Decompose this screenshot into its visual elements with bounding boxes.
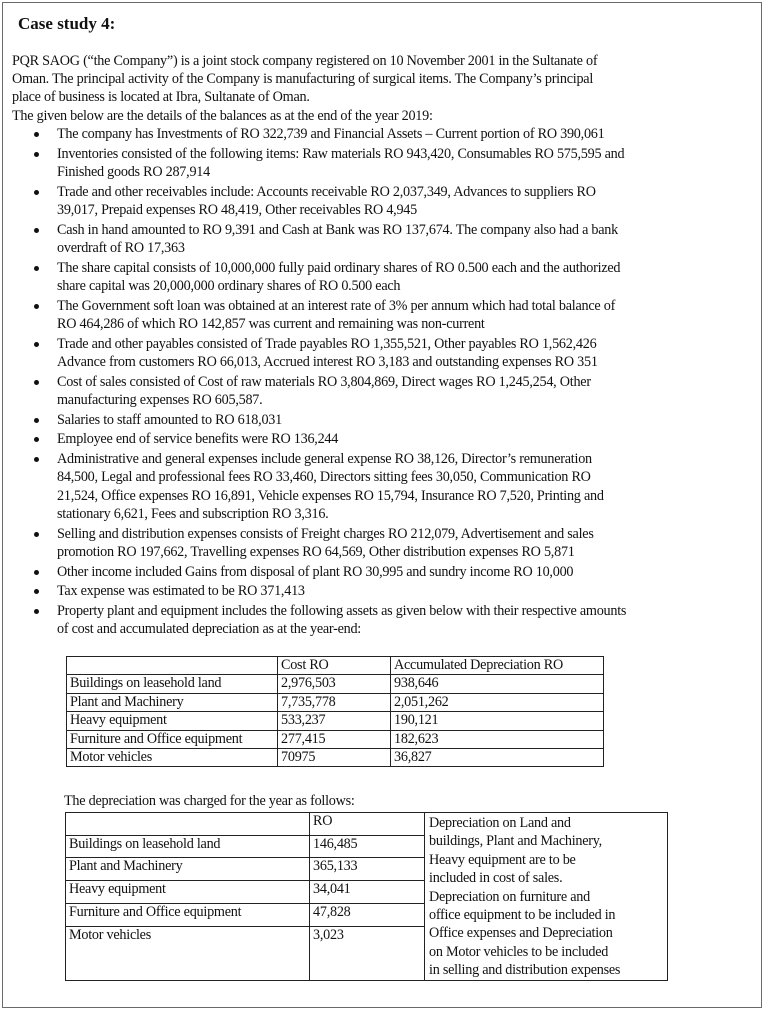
asset-name-cell: Buildings on leasehold land bbox=[66, 835, 310, 858]
list-item-text: The company has Investments of RO 322,739 and Financial Assets – Current portion of RO 390,061 bbox=[57, 125, 605, 142]
asset-name-cell: Heavy equipment bbox=[66, 881, 310, 904]
intro-line: PQR SAOG (“the Company”) is a joint stock company registered on 10 November 2001 in the Sultanate of bbox=[12, 53, 598, 69]
list-item-ppe bbox=[12, 602, 752, 638]
note-line: Depreciation on Land and bbox=[429, 815, 571, 831]
list-item-text: Advance from customers RO 66,013, Accrued interest RO 3,183 and outstanding expenses RO 351 bbox=[57, 353, 598, 370]
bullet-icon bbox=[34, 609, 39, 614]
list-item-cash bbox=[12, 221, 752, 257]
bullet-icon bbox=[34, 532, 39, 537]
list-item-text: The share capital consists of 10,000,000 fully paid ordinary shares of RO 0.500 each and the authorized bbox=[57, 259, 621, 276]
list-item-text: 84,500, Legal and professional fees RO 33,460, Directors sitting fees 30,050, Communication RO bbox=[57, 469, 591, 486]
depreciation-amount-cell: 3,023 bbox=[310, 926, 425, 980]
balances-list bbox=[12, 125, 752, 639]
table-header-cell: Cost RO bbox=[278, 657, 391, 675]
list-item-text: Tax expense was estimated to be RO 371,413 bbox=[57, 583, 305, 600]
bullet-icon bbox=[34, 437, 39, 442]
list-item-text: Other income included Gains from disposal of plant RO 30,995 and sundry income RO 10,000 bbox=[57, 563, 574, 580]
list-item-text: 39,017, Prepaid expenses RO 48,419, Other receivables RO 4,945 bbox=[57, 201, 417, 218]
balances-lead: The given below are the details of the balances as at the end of the year 2019: bbox=[12, 107, 433, 124]
bullet-icon bbox=[34, 380, 39, 385]
asset-name-cell: Plant and Machinery bbox=[67, 693, 278, 711]
bullet-icon bbox=[34, 132, 39, 137]
bullet-icon bbox=[34, 418, 39, 423]
list-item-text: Employee end of service benefits were RO 136,244 bbox=[57, 431, 339, 448]
bullet-icon bbox=[34, 589, 39, 594]
table-row bbox=[67, 749, 604, 767]
list-item-text: Trade and other receivables include: Accounts receivable RO 2,037,349, Advances to suppliers RO bbox=[57, 183, 596, 200]
table-header-cell: RO bbox=[310, 813, 425, 836]
table-header-cell: Accumulated Depreciation RO bbox=[391, 657, 604, 675]
list-item-text: manufacturing expenses RO 605,587. bbox=[57, 391, 263, 408]
table-header-row bbox=[67, 657, 604, 675]
list-item-text: Finished goods RO 287,914 bbox=[57, 163, 210, 180]
table-row bbox=[67, 693, 604, 711]
cost-cell: 277,415 bbox=[278, 730, 391, 748]
list-item-text: overdraft of RO 17,363 bbox=[57, 239, 185, 256]
asset-name-cell: Buildings on leasehold land bbox=[67, 675, 278, 693]
asset-name-cell: Motor vehicles bbox=[66, 926, 310, 980]
table-row bbox=[67, 675, 604, 693]
intro-line: place of business is located at Ibra, Sultanate of Oman. bbox=[12, 89, 310, 106]
list-item-text: Salaries to staff amounted to RO 618,031 bbox=[57, 411, 282, 428]
list-item-text: Administrative and general expenses include general expense RO 38,126, Director’s remuneration bbox=[57, 451, 592, 468]
bullet-icon bbox=[34, 304, 39, 309]
table-row bbox=[67, 730, 604, 748]
list-item-text: 21,524, Office expenses RO 16,891, Vehicle expenses RO 15,794, Insurance RO 7,520, Printing and bbox=[57, 487, 604, 504]
bullet-icon bbox=[34, 266, 39, 271]
depreciation-caption: The depreciation was charged for the year as follows: bbox=[64, 793, 355, 809]
note-line: on Motor vehicles to be included bbox=[429, 943, 609, 960]
cost-cell: 7,735,778 bbox=[278, 693, 391, 711]
list-item-payables bbox=[12, 335, 752, 371]
list-item-text: Cash in hand amounted to RO 9,391 and Cash at Bank was RO 137,674. The company also had a bank bbox=[57, 221, 618, 238]
table-header-row bbox=[66, 813, 668, 836]
list-item-share-capital bbox=[12, 259, 752, 295]
list-item-selling-expenses bbox=[12, 525, 752, 561]
accumulated-depreciation-cell: 182,623 bbox=[391, 730, 604, 748]
table-header-cell bbox=[66, 813, 310, 836]
depreciation-amount-cell: 47,828 bbox=[310, 903, 425, 926]
case-study-title: Case study 4: bbox=[18, 14, 116, 33]
list-item-admin-expenses bbox=[12, 450, 752, 523]
asset-name-cell: Plant and Machinery bbox=[66, 858, 310, 881]
list-item-soft-loan bbox=[12, 297, 752, 333]
list-item-text: stationary 6,621, Fees and subscription RO 3,316. bbox=[57, 505, 329, 522]
list-item-other-income bbox=[12, 563, 752, 581]
list-item-text: The Government soft loan was obtained at an interest rate of 3% per annum which had total balance of bbox=[57, 297, 616, 314]
document-body bbox=[12, 52, 752, 640]
list-item-tax bbox=[12, 582, 752, 600]
bullet-icon bbox=[34, 570, 39, 575]
accumulated-depreciation-cell: 2,051,262 bbox=[391, 693, 604, 711]
list-item-text: Property plant and equipment includes the following assets as given below with their respective amounts bbox=[57, 603, 627, 620]
cost-cell: 2,976,503 bbox=[278, 675, 391, 693]
list-item-salaries bbox=[12, 411, 752, 429]
list-item-text: Selling and distribution expenses consists of Freight charges RO 212,079, Advertisement and sales bbox=[57, 525, 594, 542]
asset-name-cell: Furniture and Office equipment bbox=[66, 903, 310, 926]
note-line: Depreciation on furniture and bbox=[429, 888, 590, 905]
note-line: included in cost of sales. bbox=[429, 870, 563, 887]
list-item-text: promotion RO 197,662, Travelling expenses RO 64,569, Other distribution expenses RO 5,871 bbox=[57, 543, 575, 560]
depreciation-charge-table bbox=[65, 812, 668, 981]
note-line: in selling and distribution expenses bbox=[429, 962, 621, 979]
asset-name-cell: Heavy equipment bbox=[67, 712, 278, 730]
asset-name-cell: Motor vehicles bbox=[67, 749, 278, 767]
depreciation-amount-cell: 146,485 bbox=[310, 835, 425, 858]
note-line: office equipment to be included in bbox=[429, 907, 616, 924]
list-item-investments bbox=[12, 125, 752, 143]
bullet-icon bbox=[34, 457, 39, 462]
note-line: Heavy equipment are to be bbox=[429, 851, 576, 868]
list-item-receivables bbox=[12, 183, 752, 219]
list-item-text: RO 464,286 of which RO 142,857 was current and remaining was non-current bbox=[57, 315, 485, 332]
bullet-icon bbox=[34, 190, 39, 195]
list-item-end-of-service bbox=[12, 430, 752, 448]
bullet-icon bbox=[34, 342, 39, 347]
table-header-cell bbox=[67, 657, 278, 675]
accumulated-depreciation-cell: 36,827 bbox=[391, 749, 604, 767]
list-item-cost-of-sales bbox=[12, 373, 752, 409]
depreciation-allocation-note bbox=[425, 813, 668, 981]
depreciation-amount-cell: 34,041 bbox=[310, 881, 425, 904]
bullet-icon bbox=[34, 228, 39, 233]
accumulated-depreciation-cell: 190,121 bbox=[391, 712, 604, 730]
list-item-text: Cost of sales consisted of Cost of raw materials RO 3,804,869, Direct wages RO 1,245,254, Other bbox=[57, 373, 591, 390]
list-item-inventories bbox=[12, 145, 752, 181]
list-item-text: Trade and other payables consisted of Trade payables RO 1,355,521, Other payables RO 1,562,426 bbox=[57, 335, 597, 352]
table-row bbox=[67, 712, 604, 730]
asset-name-cell: Furniture and Office equipment bbox=[67, 730, 278, 748]
note-line: Office expenses and Depreciation bbox=[429, 925, 613, 942]
list-item-text: of cost and accumulated depreciation as at the year-end: bbox=[57, 621, 361, 638]
accumulated-depreciation-cell: 938,646 bbox=[391, 675, 604, 693]
note-line: buildings, Plant and Machinery, bbox=[429, 833, 602, 850]
ppe-cost-table bbox=[66, 656, 604, 767]
intro-paragraph bbox=[12, 52, 752, 107]
intro-line: Oman. The principal activity of the Company is manufacturing of surgical items. The Company’s principal bbox=[12, 71, 594, 88]
list-item-text: share capital was 20,000,000 ordinary shares of RO 0.500 each bbox=[57, 277, 401, 294]
cost-cell: 533,237 bbox=[278, 712, 391, 730]
list-item-text: Inventories consisted of the following items: Raw materials RO 943,420, Consumables RO 575,595 and bbox=[57, 145, 625, 162]
bullet-icon bbox=[34, 152, 39, 157]
cost-cell: 70975 bbox=[278, 749, 391, 767]
depreciation-amount-cell: 365,133 bbox=[310, 858, 425, 881]
